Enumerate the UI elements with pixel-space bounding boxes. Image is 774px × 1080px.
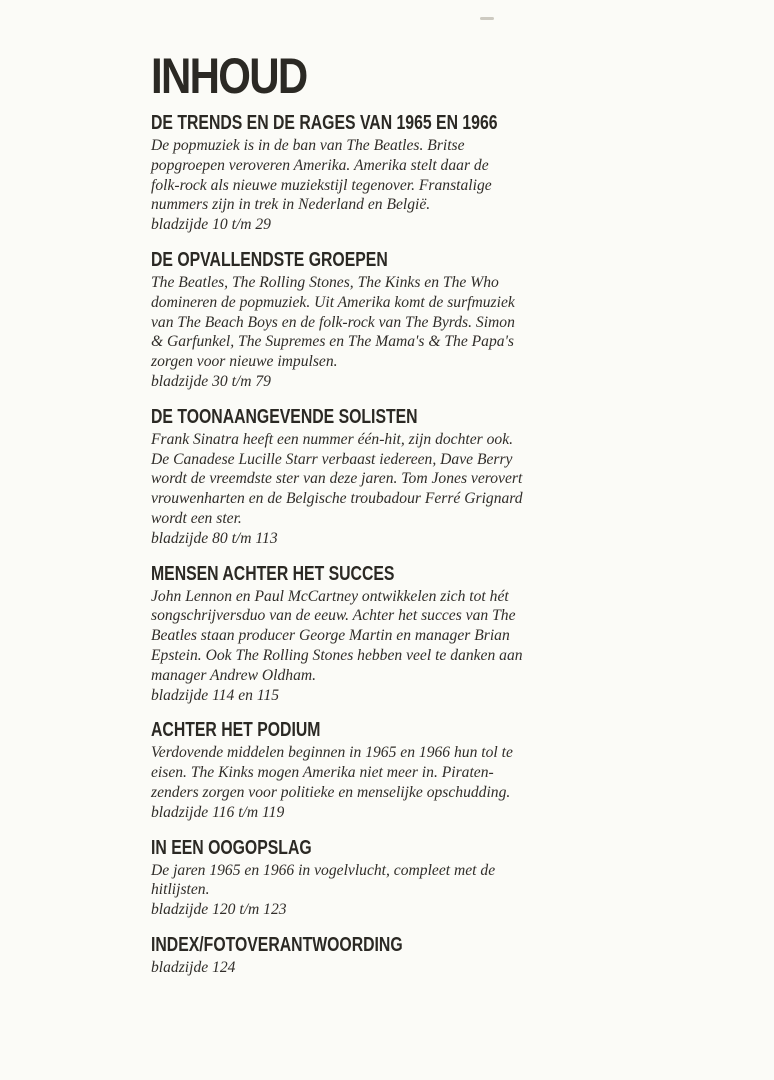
- toc-section-behind-the-stage: [151, 718, 591, 822]
- section-description: [151, 273, 591, 372]
- description-line: The Beatles, The Rolling Stones, The Kinks en The Who: [151, 273, 499, 291]
- description-line: manager Andrew Oldham.: [151, 666, 317, 684]
- description-line: Verdovende middelen beginnen in 1965 en 1966 hun tol te: [151, 744, 513, 762]
- toc-section-trends: [151, 111, 591, 235]
- description-line: van The Beach Boys en de folk-rock van The Byrds. Simon: [151, 313, 515, 331]
- section-description: [151, 587, 591, 686]
- description-line: Epstein. Ook The Rolling Stones hebben veel te danken aan: [151, 646, 523, 664]
- page-reference: bladzijde 10 t/m 29: [151, 216, 271, 234]
- toc-section-index: [151, 933, 591, 978]
- section-description: [151, 743, 591, 802]
- section-description: [151, 861, 591, 901]
- description-line: wordt een ster.: [151, 509, 242, 527]
- description-line: Beatles staan producer George Martin en manager Brian: [151, 627, 510, 645]
- section-heading: MENSEN ACHTER HET SUCCES: [151, 562, 395, 585]
- section-heading: DE OPVALLENDSTE GROEPEN: [151, 248, 388, 271]
- section-heading: ACHTER HET PODIUM: [151, 719, 321, 742]
- table-of-contents: [151, 50, 591, 991]
- section-description: [151, 136, 591, 215]
- description-line: nummers zijn in trek in Nederland en België.: [151, 196, 431, 214]
- description-line: eisen. The Kinks mogen Amerika niet meer in. Piraten-: [151, 764, 494, 782]
- description-line: De jaren 1965 en 1966 in vogelvlucht, compleet met de: [151, 861, 496, 879]
- description-line: folk-rock als nieuwe muziekstijl tegenover. Franstalige: [151, 176, 492, 194]
- toc-section-at-a-glance: [151, 836, 591, 920]
- toc-section-groups: [151, 248, 591, 392]
- page-title: INHOUD: [151, 48, 307, 104]
- page-reference: bladzijde 120 t/m 123: [151, 901, 287, 919]
- description-line: zenders zorgen voor politieke en menselijke opschudding.: [151, 783, 511, 801]
- toc-section-soloists: [151, 405, 591, 549]
- description-line: John Lennon en Paul McCartney ontwikkelen zich tot hét: [151, 587, 509, 605]
- description-line: Frank Sinatra heeft een nummer één-hit, zijn dochter ook.: [151, 430, 514, 448]
- description-line: vrouwenharten en de Belgische troubadour Ferré Grignard: [151, 490, 523, 508]
- page-reference: bladzijde 116 t/m 119: [151, 803, 285, 821]
- section-heading: DE TRENDS EN DE RAGES VAN 1965 EN 1966: [151, 112, 498, 134]
- description-line: wordt de vreemdste ster van deze jaren. Tom Jones verovert: [151, 470, 523, 488]
- description-line: & Garfunkel, The Supremes en The Mama's & The Papa's: [151, 333, 514, 351]
- section-heading: INDEX/FOTOVERANTWOORDING: [151, 933, 403, 956]
- paper-speck: [480, 17, 494, 20]
- toc-section-people-behind-success: [151, 562, 591, 706]
- description-line: De Canadese Lucille Starr verbaast iedereen, Dave Berry: [151, 450, 513, 468]
- description-line: zorgen voor nieuwe impulsen.: [151, 353, 338, 371]
- section-heading: DE TOONAANGEVENDE SOLISTEN: [151, 405, 418, 428]
- section-description: [151, 430, 591, 529]
- page-reference: bladzijde 30 t/m 79: [151, 372, 271, 390]
- description-line: De popmuziek is in de ban van The Beatles. Britse: [151, 137, 465, 154]
- page-reference: bladzijde 124: [151, 958, 236, 976]
- description-line: popgroepen veroveren Amerika. Amerika stelt daar de: [151, 156, 489, 174]
- section-heading: IN EEN OOGOPSLAG: [151, 836, 312, 859]
- page-reference: bladzijde 114 en 115: [151, 686, 280, 704]
- description-line: hitlijsten.: [151, 881, 210, 899]
- description-line: songschrijversduo van de eeuw. Achter het succes van The: [151, 607, 516, 625]
- page-reference: bladzijde 80 t/m 113: [151, 529, 278, 547]
- description-line: domineren de popmuziek. Uit Amerika komt de surfmuziek: [151, 293, 515, 311]
